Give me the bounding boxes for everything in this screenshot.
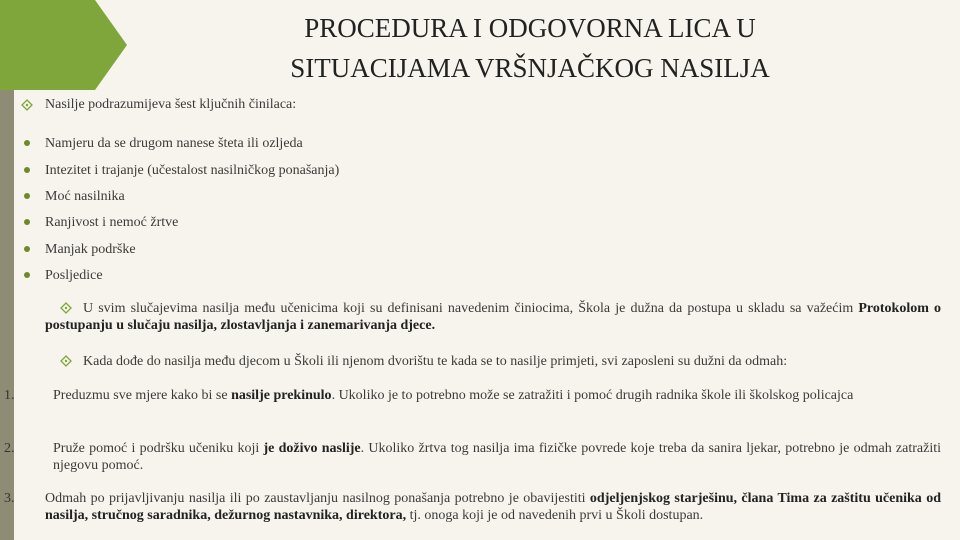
factor-item: Manjak podrške — [45, 242, 136, 257]
diamond-bullet-icon — [60, 355, 72, 367]
step-number: 3. — [4, 491, 15, 506]
bullet-dot-icon — [24, 167, 30, 173]
step-bold: je doživo naslije — [263, 441, 361, 456]
factor-item: Posljedice — [45, 268, 103, 283]
step-text: . Ukoliko žrtva tog nasilja ima fizičke povrede koje treba da sanira ljekar, potrebno je odmah zatražiti njegovu pomoć. — [53, 441, 942, 473]
step-number: 2. — [4, 441, 15, 456]
factor-item: Moć nasilnika — [45, 189, 125, 204]
title-line-2: SITUACIJAMA VRŠNJAČKOG NASILJA — [290, 53, 770, 83]
protocol-bold: Protokolom o postupanju u slučaju nasilja, zlostavljanja i zanemarivanja djece. — [45, 301, 942, 333]
step-text: . Ukoliko je to potrebno može se zatražiti i pomoć drugih radnika škole ili školskog policajca — [331, 388, 854, 403]
step-text: tj. onoga koji je od navedenih prvi u Školi dostupan. — [406, 508, 704, 523]
factor-item: Ranjivost i nemoć žrtve — [45, 215, 179, 230]
bullet-dot-icon — [24, 246, 30, 252]
step-bold: odjeljenjskog starješinu, člana Tima za zaštitu učenika od nasilja, stručnog saradnika, dežurnog nastavnika, direktora, — [45, 491, 941, 523]
bullet-dot-icon — [24, 272, 30, 278]
step-item — [53, 440, 941, 474]
step-bold: nasilje prekinulo — [231, 388, 332, 403]
bullet-dot-icon — [24, 193, 30, 199]
factor-item: Intezitet i trajanje (učestalost nasilničkog ponašanja) — [45, 163, 340, 178]
step-item — [53, 387, 941, 404]
duty-intro-text: Kada dođe do nasilja među djecom u Školi ili njenom dvorištu te kada se to nasilje primjeti, svi zaposleni su dužni da odmah: — [83, 354, 788, 369]
step-text: Odmah po prijavljivanju nasilja ili po zaustavljanju nasilnog ponašanja potrebno je obavijestiti — [45, 491, 590, 506]
factor-item: Namjeru da se drugom nanese šteta ili ozljeda — [45, 136, 303, 151]
protocol-paragraph — [45, 300, 941, 334]
step-text: Preduzmu sve mjere kako bi se — [53, 388, 232, 403]
step-number: 1. — [4, 388, 15, 403]
step-text: Pruže pomoć i podršku učeniku koji — [53, 441, 264, 456]
green-arrow-decor — [0, 0, 135, 90]
bullet-dot-icon — [24, 140, 30, 146]
protocol-text: U svim slučajevima nasilja među učenicima koji su definisani navedenim činiocima, Škola je dužna da postupa u skladu sa važećim — [83, 301, 859, 316]
step-item — [45, 490, 941, 524]
intro-text: Nasilje podrazumijeva šest ključnih činilaca: — [45, 97, 297, 112]
slide-title — [200, 8, 860, 88]
title-line-1: PROCEDURA I ODGOVORNA LICA U — [304, 13, 756, 43]
bullet-dot-icon — [24, 219, 30, 225]
diamond-bullet-icon — [21, 99, 33, 111]
